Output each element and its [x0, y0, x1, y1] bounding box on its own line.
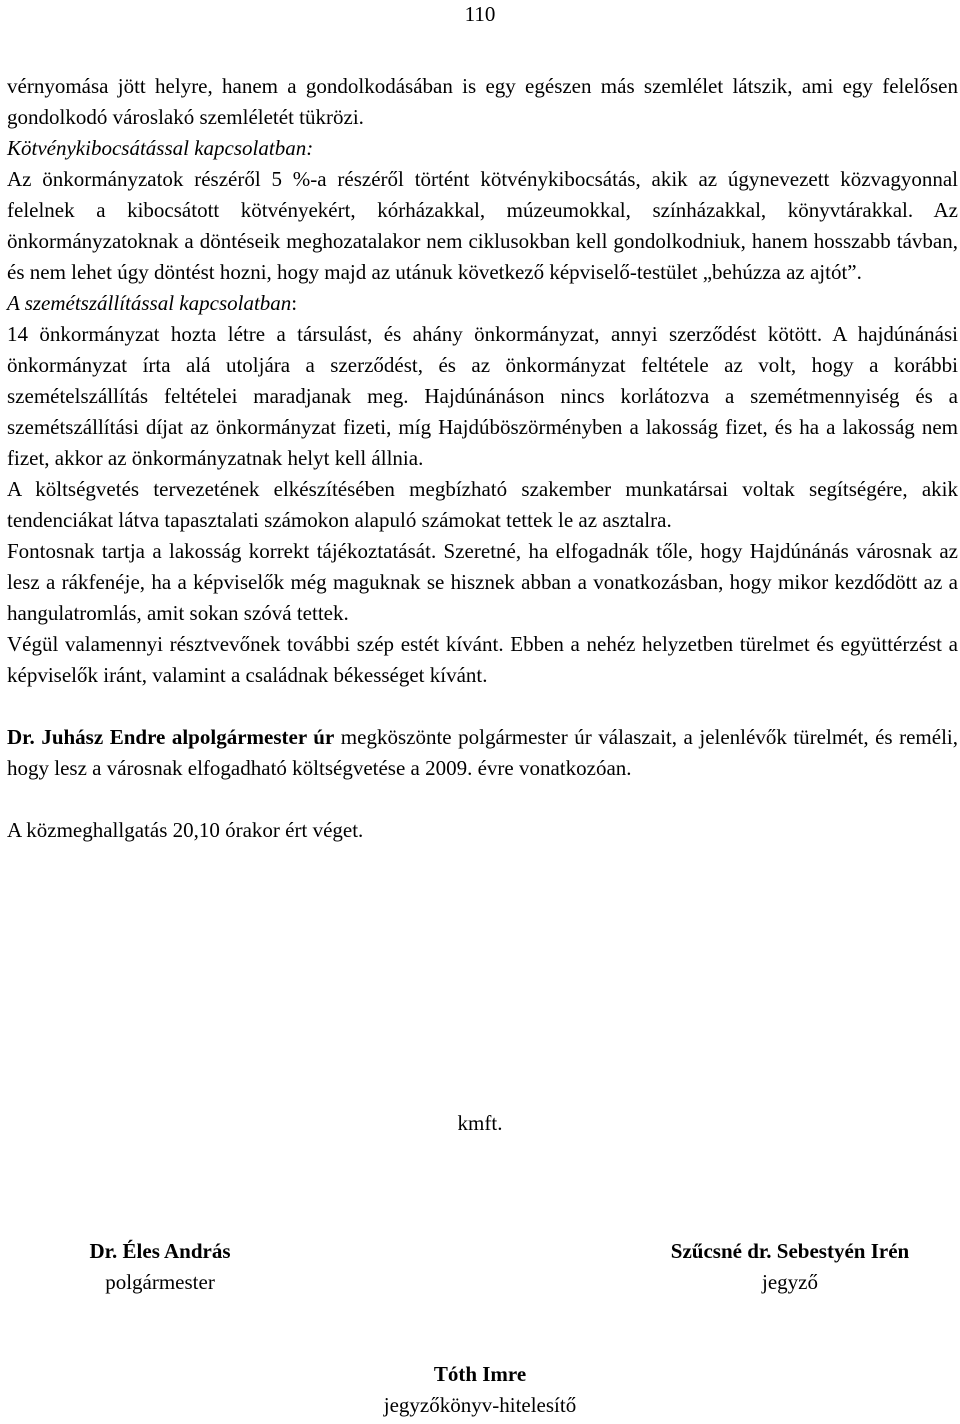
paragraph-spacer	[7, 691, 958, 722]
section-heading-waste-line	[7, 288, 958, 319]
signature-notary-name: Szűcsné dr. Sebestyén Irén	[670, 1239, 910, 1263]
paragraph-deputy-mayor	[7, 722, 958, 784]
signature-authenticator-name: Tóth Imre	[433, 1362, 527, 1386]
paragraph-closing-wishes: Végül valamennyi résztvevőnek további szép estét kívánt. Ebben a nehéz helyzetben türelmet és együttérzést a képviselők iránt, valamint a családnak békességet kívánt.	[7, 632, 958, 687]
signature-mayor	[40, 1236, 280, 1298]
signature-notary-role: jegyző	[762, 1270, 818, 1294]
paragraph-meeting-end: A közmeghallgatás 20,10 órakor ért véget.	[7, 818, 364, 842]
paragraph-spacer	[7, 784, 958, 815]
signature-notary	[620, 1236, 960, 1298]
kmft-label: kmft.	[457, 1111, 503, 1135]
paragraph-information: Fontosnak tartja a lakosság korrekt tájékoztatását. Szeretné, ha elfogadnák tőle, hogy Hajdúnánás városnak az lesz a rákfenéje, ha a képviselők még maguknak se hisznek abban a vonatkozásban, hogy mikor kezdődött az a hangulatromlás, amit sokan szóvá tettek.	[7, 539, 958, 625]
signature-authenticator	[330, 1359, 630, 1421]
paragraph-budget: A költségvetés tervezetének elkészítésében megbízható szakember munkatársai voltak segítségére, akik tendenciákat látva tapasztalati számokon alapuló számokat tettek le az asztalra.	[7, 477, 958, 532]
section-heading-waste-colon: :	[291, 291, 298, 315]
paragraph-intro: vérnyomása jött helyre, hanem a gondolkodásában is egy egészen más szemlélet látszik, ami egy felelősen gondolkodó városlakó szemléletét tükrözi.	[7, 74, 958, 129]
signature-mayor-name: Dr. Éles András	[89, 1239, 231, 1263]
deputy-mayor-text: megköszönte polgármester úr válaszait, a jelenlévők türelmét, és reméli, hogy lesz a városnak elfogadható költségvetése a 2009. évre vonatkozóan.	[7, 725, 958, 780]
paragraph-bonds: Az önkormányzatok részéről 5 %-a részéről történt kötvénykibocsátás, akik az úgynevezett közvagyonnal felelnek a kibocsátott kötvényekért, kórházakkal, múzeumokkal, színházakkal, könyvtárakkal. Az önkormányzatoknak a döntéseik meghozatalakor nem ciklusokban kell gondolkodniuk, hanem hosszabb távban, és nem lehet úgy döntést hozni, hogy majd az utánuk következő képviselő-testület „behúzza az ajtót”.	[7, 167, 958, 284]
paragraph-waste: 14 önkormányzat hozta létre a társulást, és ahány önkormányzat, annyi szerződést kötött. A hajdúnánási önkormányzat írta alá utoljára a szerződést, és az önkormányzat feltétele az volt, hogy a korábbi szemételszállítás feltételei maradjanak meg. Hajdúnánáson nincs korlátozva a szemétmennyiség és a szemétszállítási díjat az önkormányzat fizeti, míg Hajdúböszörményben a lakosság fizet, és ha a lakosság nem fizet, akkor az önkormányzatnak helyt kell állnia.	[7, 322, 958, 470]
page-number: 110	[464, 2, 496, 26]
section-heading-bonds: Kötvénykibocsátással kapcsolatban:	[7, 136, 314, 160]
deputy-mayor-name: Dr. Juhász Endre alpolgármester úr	[7, 725, 335, 749]
signature-authenticator-role: jegyzőkönyv-hitelesítő	[383, 1393, 577, 1417]
signature-mayor-role: polgármester	[105, 1270, 215, 1294]
document-body	[7, 71, 958, 846]
section-heading-waste: A szemétszállítással kapcsolatban	[7, 291, 292, 315]
